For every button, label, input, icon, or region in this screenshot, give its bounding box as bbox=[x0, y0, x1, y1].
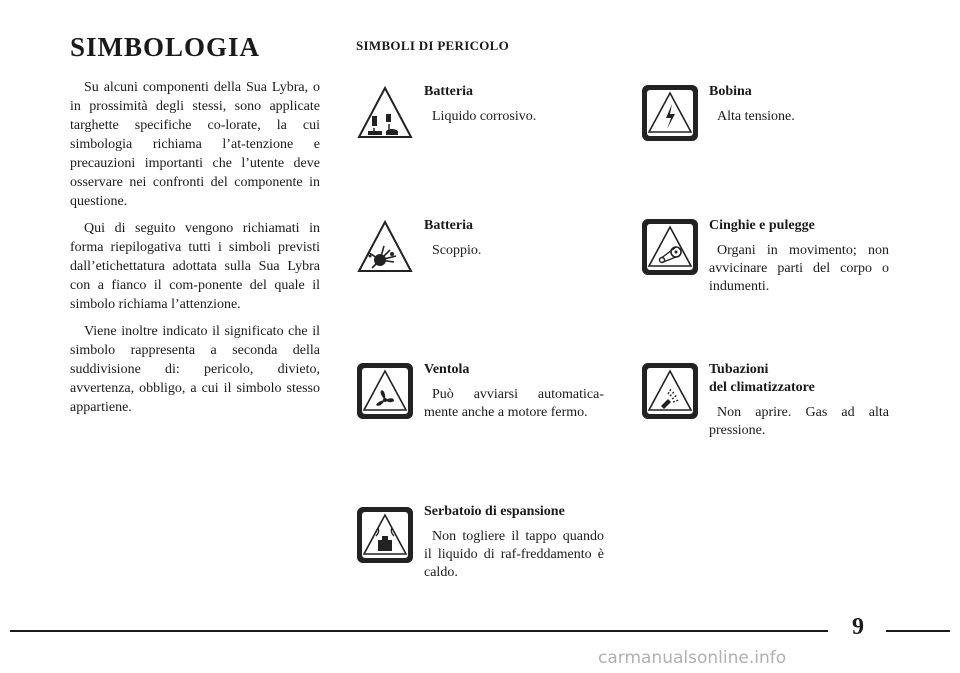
belt-pulley-icon bbox=[641, 218, 699, 276]
symbol-title-corrosive: Batteria bbox=[424, 84, 473, 99]
intro-text bbox=[70, 78, 320, 425]
symbol-title-fan: Ventola bbox=[424, 362, 470, 377]
watermark: carmanualsonline.info bbox=[598, 648, 787, 668]
footer-rule-right bbox=[886, 630, 950, 632]
symbol-desc-belts: Organi in movimento; non avvicinare parti del corpo o indumenti. bbox=[709, 243, 889, 294]
intro-paragraph-1: Su alcuni componenti della Sua Lybra, o in prossimità degli stessi, sono applicate targhette specifiche co-lorate, la cui simbologia richiama l’at-tenzione e precauzioni importanti che l’utente deve osservare nei confronti del componente in questione. bbox=[70, 80, 320, 209]
high-voltage-icon bbox=[641, 84, 699, 142]
fan-icon bbox=[356, 362, 414, 420]
symbol-desc-corrosive: Liquido corrosivo. bbox=[432, 109, 537, 124]
hot-coolant-icon bbox=[356, 506, 414, 564]
footer-rule-left bbox=[10, 630, 828, 632]
symbol-desc-fan: Può avviarsi automatica-mente anche a motore fermo. bbox=[424, 387, 604, 420]
pressurized-gas-icon bbox=[641, 362, 699, 420]
symbol-desc-ac-pipes: Non aprire. Gas ad alta pressione. bbox=[709, 405, 889, 438]
corrosive-icon bbox=[356, 84, 414, 142]
page-title: SIMBOLOGIA bbox=[70, 32, 261, 62]
symbol-title-belts: Cinghie e pulegge bbox=[709, 218, 815, 233]
symbol-desc-coil: Alta tensione. bbox=[717, 109, 795, 124]
symbol-title-ac-pipes-line2: del climatizzatore bbox=[709, 380, 815, 395]
symbol-title-coil: Bobina bbox=[709, 84, 752, 99]
symbol-desc-explosion: Scoppio. bbox=[432, 243, 482, 258]
section-title: SIMBOLI DI PERICOLO bbox=[356, 38, 510, 53]
page-number: 9 bbox=[852, 614, 864, 640]
symbol-title-ac-pipes-line1: Tubazioni bbox=[709, 362, 769, 377]
intro-paragraph-3: Viene inoltre indicato il significato che il simbolo rappresenta a seconda della suddivisione di: pericolo, divieto, avvertenza, obbligo, a cui il simbolo stesso appartiene. bbox=[70, 324, 320, 415]
intro-paragraph-2: Qui di seguito vengono richiamati in forma riepilogativa tutti i simboli previsti dall’etichettatura adottata sulla Sua Lybra con a fianco il com-ponente del quale il simbolo richiama l’attenzione. bbox=[70, 221, 320, 312]
explosion-icon bbox=[356, 218, 414, 276]
symbol-desc-expansion-tank: Non togliere il tappo quando il liquido di raf-freddamento è caldo. bbox=[424, 529, 604, 580]
symbol-title-explosion: Batteria bbox=[424, 218, 473, 233]
symbol-title-expansion-tank: Serbatoio di espansione bbox=[424, 504, 565, 519]
